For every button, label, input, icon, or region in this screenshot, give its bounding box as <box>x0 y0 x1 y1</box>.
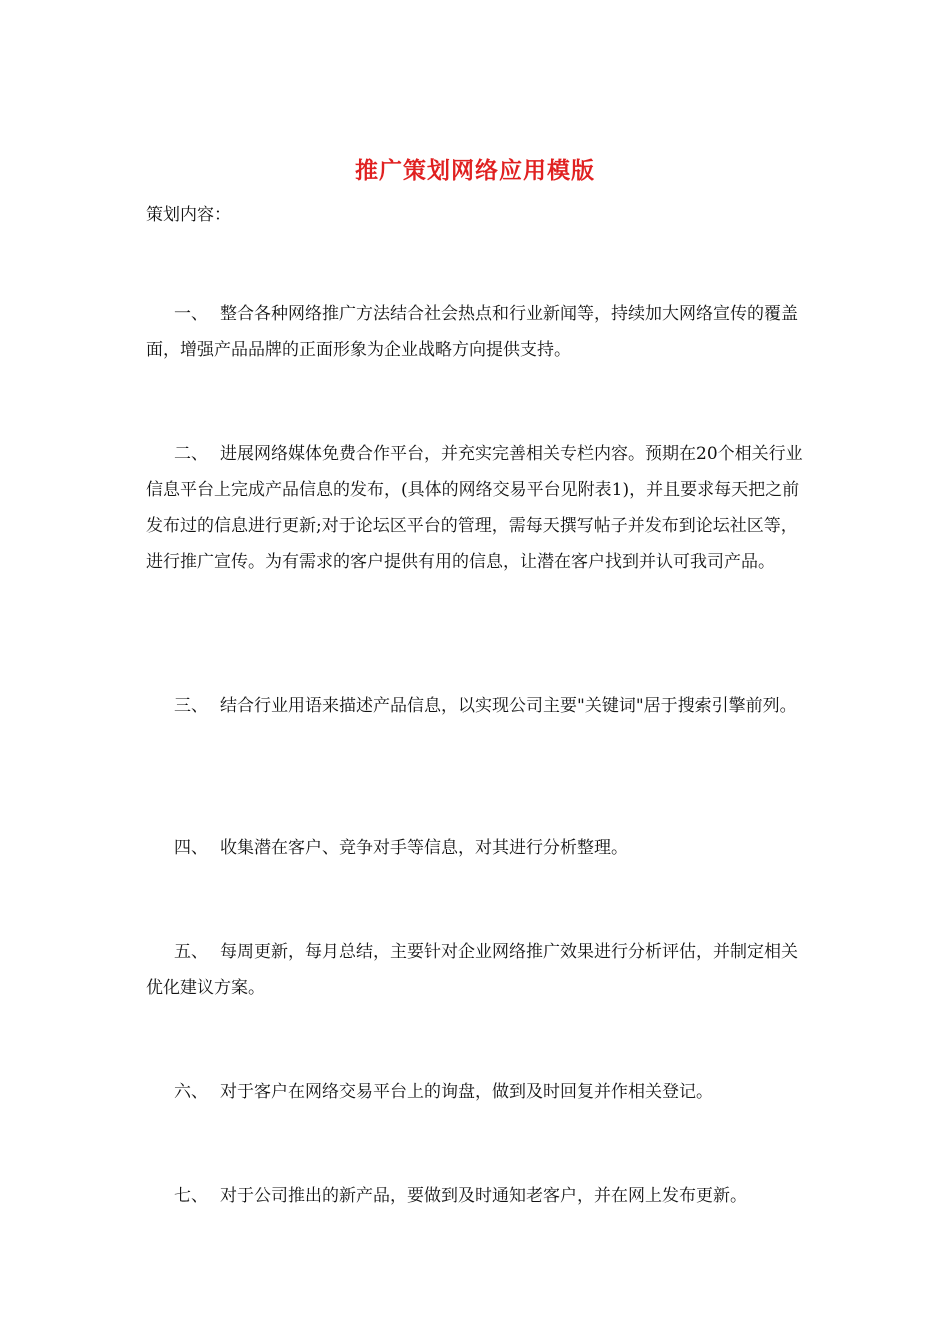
list-item-1 <box>146 296 806 368</box>
item-text: 对于公司推出的新产品，要做到及时通知老客户，并在网上发布更新。 <box>220 1186 747 1206</box>
item-number: 二、 <box>174 444 208 464</box>
document-title: 推广策划网络应用模版 <box>355 157 595 184</box>
item-number: 三、 <box>174 696 208 716</box>
item-number: 六、 <box>174 1082 208 1102</box>
item-text: 对于客户在网络交易平台上的询盘，做到及时回复并作相关登记。 <box>220 1082 713 1102</box>
item-text: 整合各种网络推广方法结合社会热点和行业新闻等，持续加大网络宣传的覆盖面，增强产品品牌的正面形象为企业战略方向提供支持。 <box>146 304 798 360</box>
list-item-5 <box>146 934 806 1006</box>
list-item-3 <box>146 688 806 724</box>
item-text: 收集潜在客户、竞争对手等信息，对其进行分析整理。 <box>220 838 628 858</box>
item-text: 结合行业用语来描述产品信息，以实现公司主要"关键词"居于搜索引擎前列。 <box>220 696 797 716</box>
item-text: 每周更新，每月总结，主要针对企业网络推广效果进行分析评估，并制定相关优化建议方案。 <box>146 942 798 998</box>
list-item-2 <box>146 436 806 580</box>
intro-label: 策划内容： <box>146 205 231 225</box>
item-number: 七、 <box>174 1186 208 1206</box>
item-number: 五、 <box>174 942 208 962</box>
item-text: 进展网络媒体免费合作平台，并充实完善相关专栏内容。预期在20个相关行业信息平台上完成产品信息的发布，(具体的网络交易平台见附表1)，并且要求每天把之前发布过的信息进行更新;对于论坛区平台的管理，需每天撰写帖子并发布到论坛社区等，进行推广宣传。为有需求的客户提供有用的信息，让潜在客户找到并认可我司产品。 <box>146 444 803 572</box>
list-item-6 <box>146 1074 806 1110</box>
item-number: 四、 <box>174 838 208 858</box>
list-item-7 <box>146 1178 806 1214</box>
item-number: 一、 <box>174 304 208 324</box>
list-item-4 <box>146 830 806 866</box>
